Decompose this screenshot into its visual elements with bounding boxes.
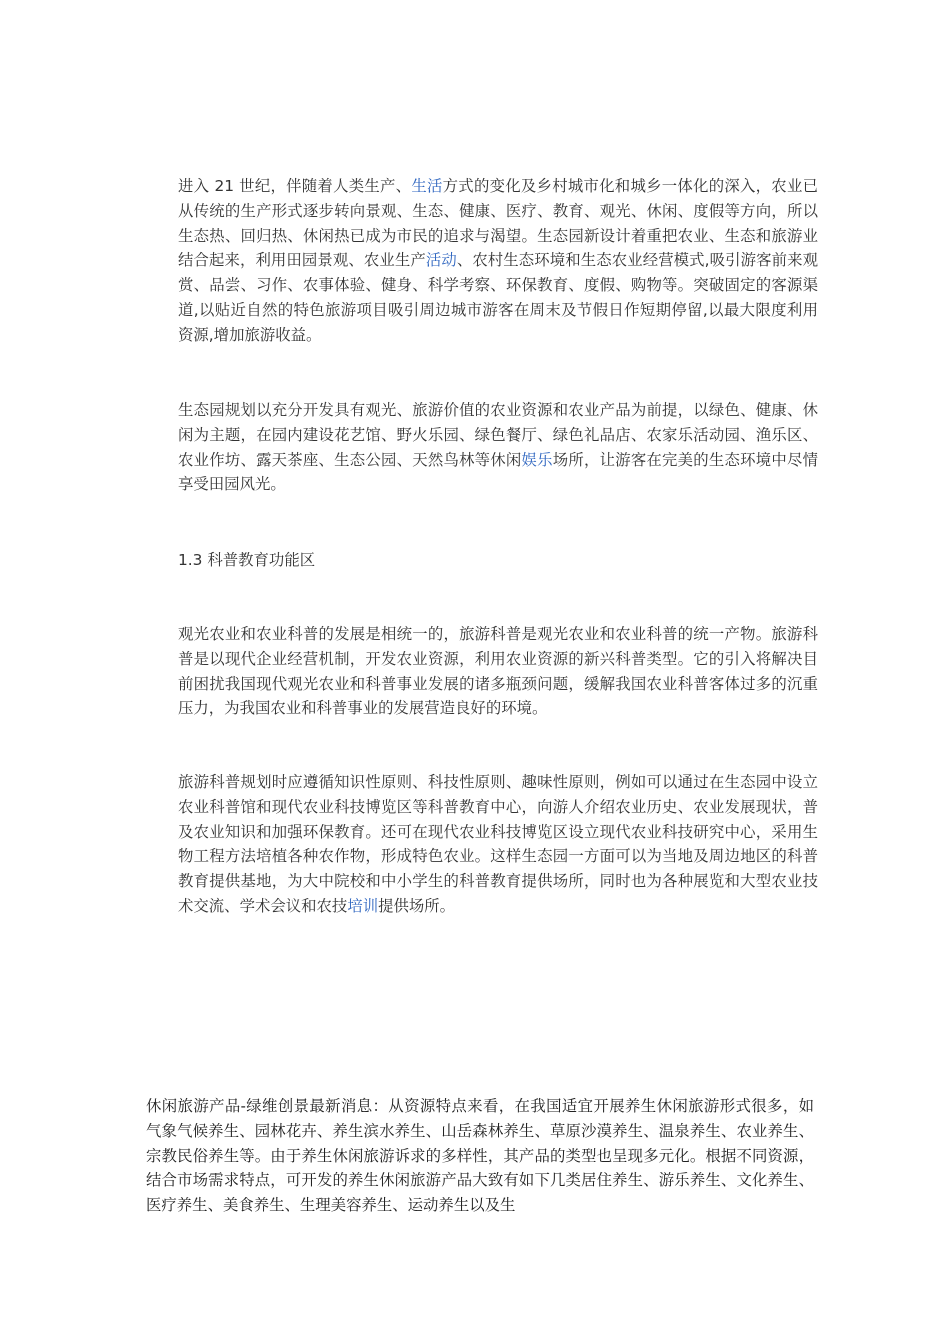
link-activity[interactable]: 活动 [425,251,457,270]
paragraph-intro-text-b: 方式的变化及乡村城市化和城乡一体化的深入，农业已从传统的生产形式逐步转向景观、生态、健康、医疗、教育、观光、休闲、度假等方向，所以生态热、回归热、休闲热已成为市民的追求与渴望。生态园新设计着重把农业、生态和旅游业结合起来，利用田园景观、农业生产 [178,177,818,270]
paragraph-science-planning [178,770,818,919]
paragraph-science-planning-text-a: 旅游科普规划时应遵循知识性原则、科技性原则、趣味性原则，例如可以通过在生态园中设立农业科普馆和现代农业科技博览区等科普教育中心，向游人介绍农业历史、农业发展现状，普及农业知识和加强环保教育。还可在现代农业科技博览区设立现代农业科技研究中心，采用生物工程方法培植各种农作物，形成特色农业。这样生态园一方面可以为当地及周边地区的科普教育提供基地，为大中院校和中小学生的科普教育提供场所，同时也为各种展览和大型农业技术交流、学术会议和农技 [178,773,818,915]
paragraph-eco-park-text-b: 场所，让游客在完美的生态环境中尽情享受田园风光。 [178,450,818,494]
paragraph-intro-text-a: 进入 21 世纪，伴随着人类生产、 [178,177,412,195]
paragraph-intro [178,174,818,348]
paragraph-leisure-products: 休闲旅游产品-绿维创景最新消息：从资源特点来看，在我国适宜开展养生休闲旅游形式很多，如 气象气候养生、园林花卉、养生滨水养生、山岳森林养生、草原沙漠养生、温泉养生、农业养生、宗教民俗养生等。由于养生休闲旅游诉求的多样性，其产品的类型也呈现多元化。根据不同资源，结合市场需求特点，可开发的养生休闲旅游产品大致有如下几类居住养生、游乐养生、文化养生、医疗养生、美食养生、生理美容养生、运动养生以及生 [146,1097,814,1215]
link-life[interactable]: 生活 [411,177,443,195]
link-training[interactable]: 培训 [347,896,379,915]
paragraph-eco-park-planning [178,398,818,497]
paragraph-science-planning-text-b: 提供场所。 [378,896,456,915]
link-entertainment[interactable]: 娱乐 [521,450,553,469]
paragraph-eco-park-text-a: 生态园规划以充分开发具有观光、旅游价值的农业资源和农业产品为前提，以绿色、健康、休闲为主题，在园内建设花艺馆、野火乐园、绿色餐厅、绿色礼品店、农家乐活动园、渔乐区、农业作坊、露天茶座、生态公园、天然鸟林等休闲 [178,401,818,469]
section-heading: 1.3 科普教育功能区 [178,551,316,569]
paragraph-science-tourism: 观光农业和农业科普的发展是相统一的，旅游科普是观光农业和农业科普的统一产物。旅游科普是以现代企业经营机制，开发农业资源，利用农业资源的新兴科普类型。它的引入将解决目前困扰我国现代观光农业和科普事业发展的诸多瓶颈问题，缓解我国农业科普客体过多的沉重压力，为我国农业和科普事业的发展营造良好的环境。 [178,625,818,718]
paragraph-intro-text-c: 、农村生态环境和生态农业经营模式,吸引游客前来观赏、品尝、习作、农事体验、健身、科学考察、环保教育、度假、购物等。突破固定的客源渠道,以贴近自然的特色旅游项目吸引周边城市游客在周末及节假日作短期停留,以最大限度利用资源,增加旅游收益。 [178,251,818,344]
